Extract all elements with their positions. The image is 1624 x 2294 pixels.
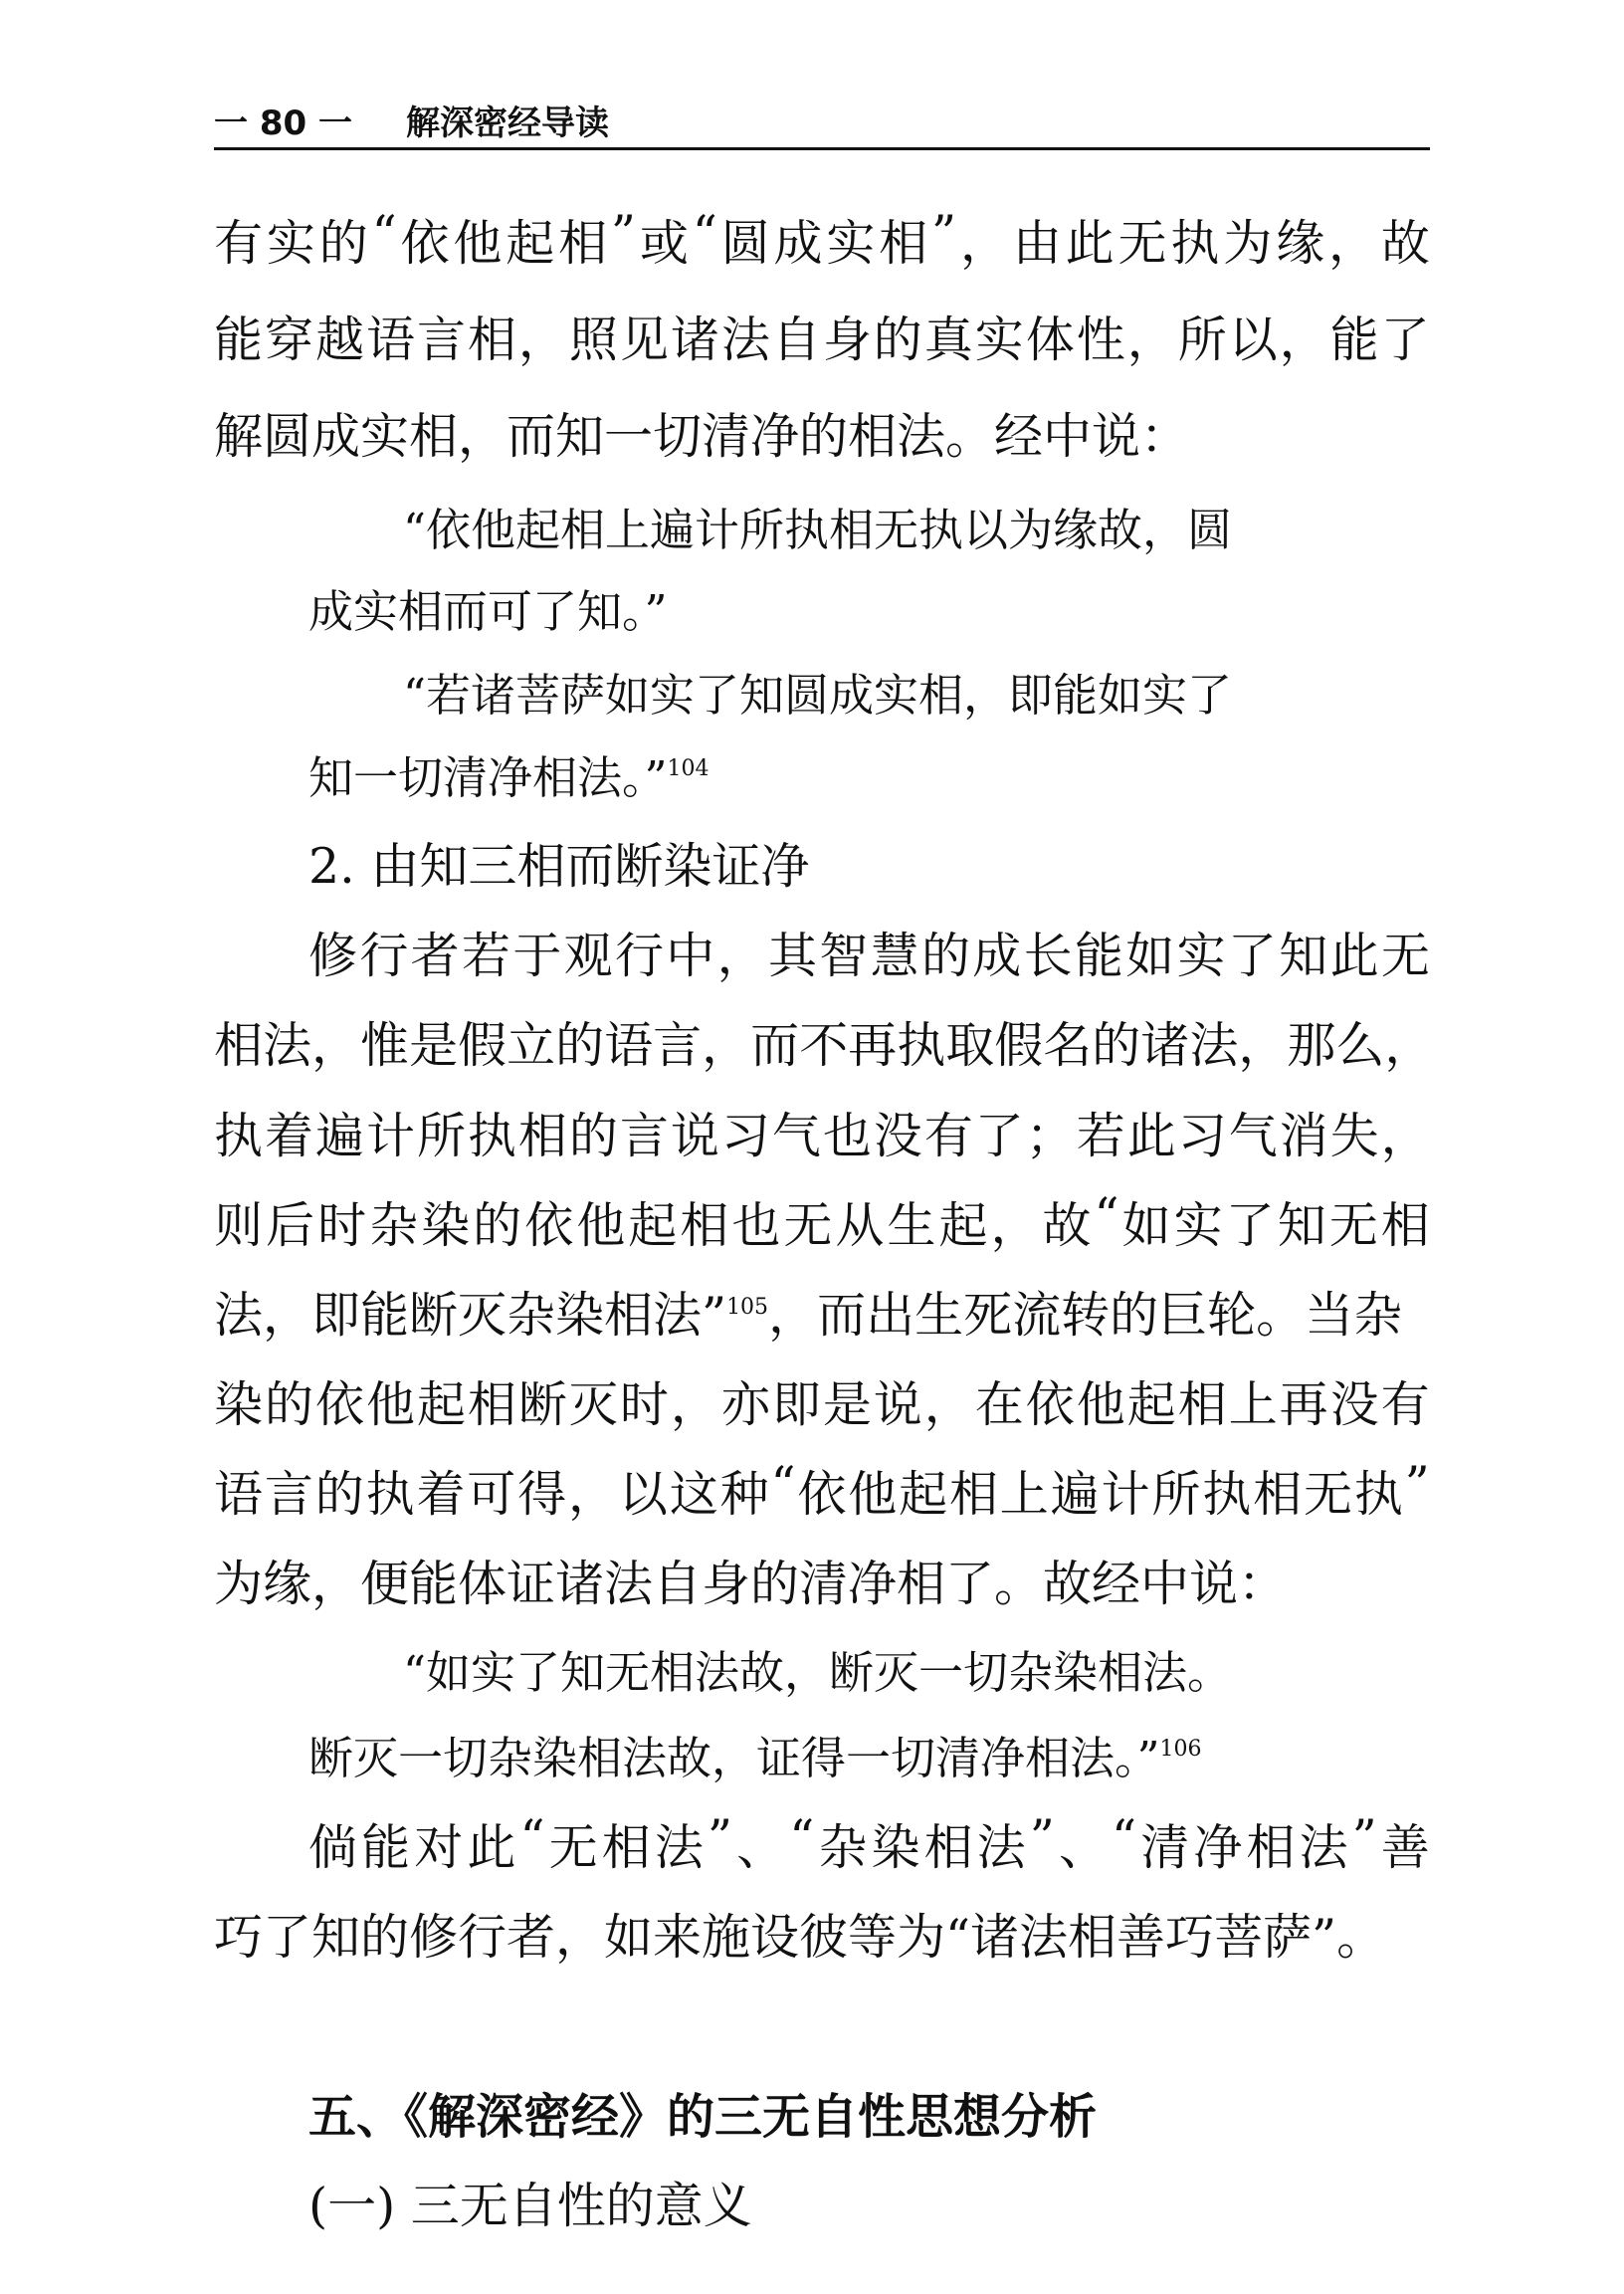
footnote-marker: 106 — [1159, 1737, 1202, 1762]
body-text-line: 相 法 ， 惟 是 假 立 的 语 言 ， 而 不 再 执 取 假 名 的 诸 法 ， 那 么 ， — [214, 1017, 1434, 1074]
body-text-line: 语 言 的 执 着 可 得 ， 以 这 种 “ 依 他 起 相 上 遍 计 所 执 相 无 执 ” — [214, 1456, 1430, 1523]
body-text-line: 有 实 的 “ 依 他 起 相 ” 或 “ 圆 成 实 相 ” ， 由 此 无 执 为 缘 ， 故 — [214, 205, 1430, 272]
body-text-line: 巧了知的修行者，如来施设彼等为“诸法相善巧菩萨”。 — [214, 1909, 1386, 1966]
text-part: ，而出生死流转的巨轮。当杂 — [768, 1287, 1403, 1344]
numbered-subheading: 2. 由知三相而断染证净 — [308, 838, 810, 895]
body-text-line: 倘 能 对 此 “ 无 相 法 ” 、 “ 杂 染 相 法 ” 、 “ 清 净 相 法 ” 善 — [308, 1809, 1430, 1876]
body-text-line: 为缘，便能体证诸法自身的清净相了。故经中说： — [214, 1556, 1288, 1612]
quote-text: 断灭一切杂染相法故，证得一切清净相法。” — [308, 1732, 1160, 1784]
body-text-line: 执 着 遍 计 所 执 相 的 言 说 习 气 也 没 有 了 ； 若 此 习 气 消 失 ， — [214, 1108, 1430, 1164]
body-text-line-with-note — [214, 1277, 1402, 1347]
body-text-line: 解圆成实相，而知一切清净的相法。经中说： — [214, 408, 1190, 465]
quote-text: 知一切清净相法。” — [308, 751, 668, 804]
header-rule — [214, 147, 1430, 150]
body-text-line: 修 行 者 若 于 观 行 中 ， 其 智 慧 的 成 长 能 如 实 了 知 此 无 — [308, 928, 1430, 984]
body-text-line: 能 穿 越 语 言 相 ， 照 见 诸 法 自 身 的 真 实 体 性 ， 所 以 ， 能 了 — [214, 312, 1430, 368]
sutra-quote-line: 成实相而可了知。” — [308, 585, 668, 638]
sutra-quote-line-with-note — [308, 741, 710, 806]
sutra-quote-line-with-note — [308, 1722, 1202, 1786]
running-header-title: 解深密经导读 — [406, 104, 609, 143]
subsection-heading: (一) 三无自性的意义 — [308, 2178, 752, 2234]
sutra-quote-line: “依他起相上遍计所执相无执以为缘故，圆 — [403, 504, 1233, 556]
sutra-quote-line: “若诸菩萨如实了知圆成实相，即能如实了 — [403, 669, 1233, 722]
footnote-marker: 104 — [667, 756, 710, 781]
text-part: 法，即能断灭杂染相法” — [214, 1287, 727, 1344]
footnote-marker: 105 — [726, 1295, 769, 1320]
page-number: 一 80 一 — [214, 104, 352, 143]
sutra-quote-line: “如实了知无相法故，断灭一切杂染相法。 — [403, 1646, 1233, 1699]
body-text-line: 染 的 依 他 起 相 断 灭 时 ， 亦 即 是 说 ， 在 依 他 起 相 上 再 没 有 — [214, 1376, 1430, 1433]
section-heading: 五、《解深密经》的三无自性思想分析 — [308, 2089, 1098, 2145]
body-text-line: 则 后 时 杂 染 的 依 他 起 相 也 无 从 生 起 ， 故 “ 如 实 了 知 无 相 — [214, 1187, 1430, 1254]
